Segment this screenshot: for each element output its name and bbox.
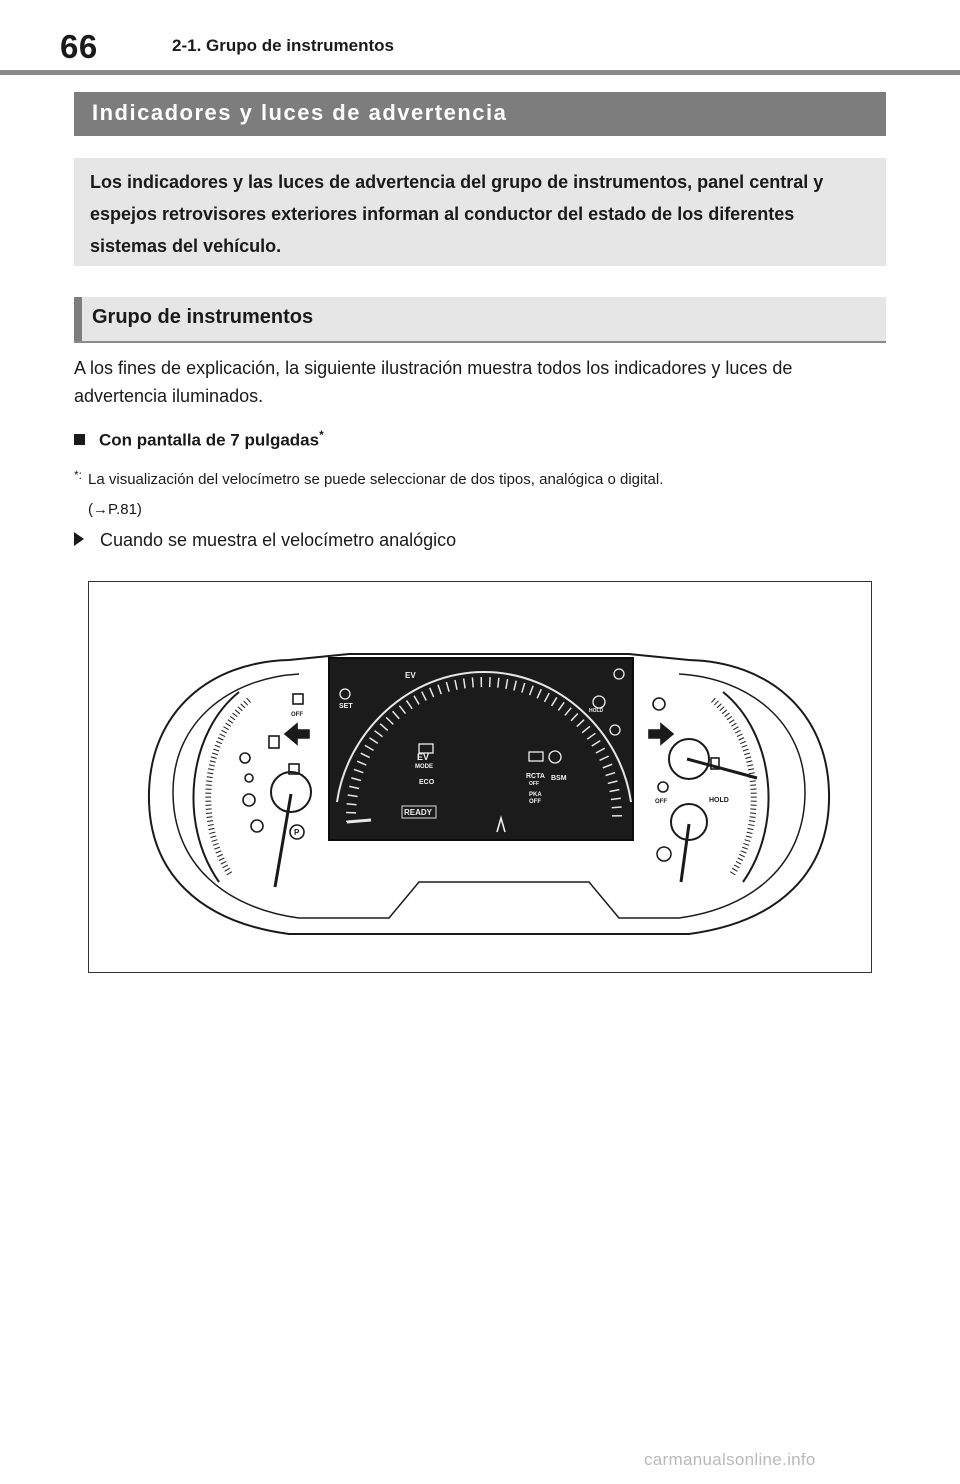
- left-dial: [193, 692, 311, 887]
- set-label: SET: [339, 703, 353, 710]
- seatbelt-icon: [240, 753, 250, 763]
- chapter-title: 2-1. Grupo de instrumentos: [172, 36, 394, 55]
- abs-icon: [243, 794, 255, 806]
- rcta-off-label: OFF: [529, 781, 539, 787]
- footnote-text: La visualización del velocímetro se puede seleccionar de dos tipos, analógica o digital.: [88, 471, 664, 488]
- intro-box: [74, 158, 886, 266]
- eco-label: ECO: [419, 779, 435, 786]
- pka-off-label: OFF: [529, 799, 541, 805]
- item-heading-mark: *: [319, 428, 324, 442]
- rcta-label: RCTA: [526, 773, 545, 780]
- body-text: A los fines de explicación, la siguiente ilustración muestra todos los indicadores y luces de advertencia iluminados.: [74, 358, 793, 406]
- item-heading: [74, 428, 324, 451]
- right-turn-arrow-icon: [649, 724, 673, 744]
- right-dial: [657, 692, 769, 882]
- bsm-label: BSM: [551, 775, 567, 782]
- slip-off-icon: [658, 782, 668, 792]
- item-heading-text: Con pantalla de 7 pulgadas: [99, 430, 320, 450]
- ev-label: EV: [405, 671, 416, 680]
- ready-label: READY: [404, 808, 433, 817]
- subsection-banner: [74, 297, 886, 343]
- slip-indicator-icon: [293, 694, 303, 704]
- hold-top-label: HOLD: [589, 708, 604, 714]
- footnote-ref: (→P.81): [88, 501, 142, 518]
- section-banner: [74, 92, 886, 136]
- tire-pressure-icon: [653, 698, 665, 710]
- instrument-cluster-figure: [88, 581, 872, 973]
- subsection-bar: [74, 297, 82, 341]
- instrument-cluster-illustration: [89, 582, 873, 974]
- park-label: P: [294, 828, 300, 837]
- brake-warning-icon: [251, 820, 263, 832]
- arrow-item: [74, 530, 456, 551]
- left-turn-arrow-icon: [285, 724, 309, 744]
- header-rule: [0, 70, 960, 75]
- driver-monitor-icon: [269, 736, 279, 748]
- page-number: 66: [60, 28, 98, 65]
- right-off-label: OFF: [655, 799, 667, 805]
- footnote-mark: *:: [74, 468, 83, 482]
- pka-label: PKA: [529, 792, 542, 798]
- left-off-label: OFF: [291, 712, 303, 718]
- arrow-item-text: Cuando se muestra el velocímetro analógico: [100, 530, 457, 550]
- airbag-icon: [245, 774, 253, 782]
- subsection-title: Grupo de instrumentos: [92, 306, 314, 328]
- arrow-bullet-icon: [74, 532, 84, 546]
- footnote: [74, 460, 886, 525]
- ev-mode-bottom-label: MODE: [415, 764, 433, 770]
- square-bullet-icon: [74, 434, 85, 445]
- ev-mode-top-label: EV: [417, 752, 430, 762]
- intro-text: Los indicadores y las luces de advertencia del grupo de instrumentos, panel central y espejos retrovisores exteriores informan al conductor del estado de los diferentes sistemas del vehículo.: [90, 172, 824, 256]
- watermark: carmanualsonline.info: [644, 1450, 816, 1469]
- hold-right-label: HOLD: [709, 797, 729, 804]
- section-title: Indicadores y luces de advertencia: [92, 100, 508, 125]
